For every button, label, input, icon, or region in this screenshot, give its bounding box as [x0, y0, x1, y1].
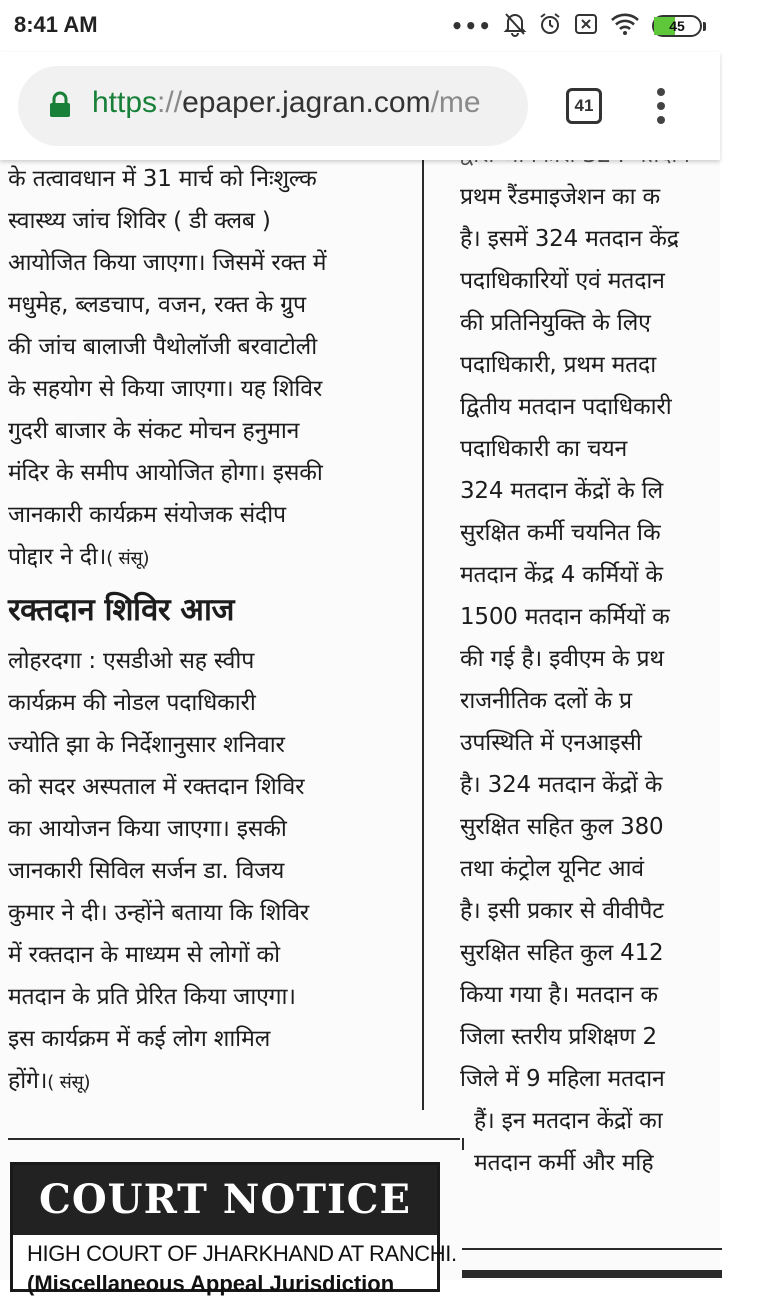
bell-muted-icon	[504, 12, 526, 40]
article-line: जानकारी सिविल सर्जन डा. विजय	[8, 858, 285, 884]
article-line: में रक्तदान के माध्यम से लोगों को	[8, 942, 280, 968]
court-notice-subtitle: HIGH COURT OF JHARKHAND AT RANCHI.	[27, 1241, 457, 1266]
wifi-icon	[610, 12, 640, 40]
url-host: epaper.jagran.com	[182, 86, 431, 119]
article-line: के सहयोग से किया जाएगा। यह शिविर	[8, 376, 323, 402]
article-line: मतदान केंद्र 4 कर्मियों के	[460, 562, 663, 588]
article-line: तथा कंट्रोल यूनिट आवं	[460, 856, 644, 882]
article-line: सुरक्षित सहित कुल 380	[460, 814, 664, 840]
article-line: पदाधिकारी का चयन	[460, 436, 628, 462]
epaper-page[interactable]	[0, 160, 720, 1296]
article-line: इस कार्यक्रम में कई लोग शामिल	[8, 1026, 271, 1052]
article-line: कार्यक्रम की नोडल पदाधिकारी	[8, 690, 256, 716]
article-line: का आयोजन किया जाएगा। इसकी	[8, 816, 287, 842]
article-line: के तत्वावधान में 31 मार्च को निःशुल्क	[8, 166, 317, 192]
article-line: द्वितीय मतदान पदाधिकारी	[460, 394, 672, 420]
article-line: 324 मतदान केंद्रों के लि	[460, 478, 663, 504]
menu-dot-icon	[657, 102, 665, 110]
article-line: कुमार ने दी। उन्होंने बताया कि शिविर	[8, 900, 309, 926]
alarm-clock-icon	[538, 12, 562, 40]
box-border	[462, 1270, 722, 1278]
article-line: की प्रतिनियुक्ति के लिए	[460, 310, 651, 336]
article-line: स्वास्थ्य जांच शिविर ( डी क्लब )	[8, 208, 271, 234]
article-line: जिले में 9 महिला मतदान	[460, 1066, 665, 1092]
source-tag: ( संसू)	[106, 548, 150, 569]
article-line: प्रथम रैंडमाइजेशन का क	[460, 184, 660, 210]
url-path: /me	[430, 86, 481, 119]
more-notifications-icon: •••	[450, 14, 492, 38]
article-line: जानकारी कार्यक्रम संयोजक संदीप	[8, 502, 286, 528]
box-border	[462, 1248, 722, 1250]
article-line-text: पोद्दार ने दी।	[8, 544, 107, 570]
url-separator: ://	[157, 86, 183, 119]
article-line: मतदान कर्मी और महि	[474, 1150, 654, 1176]
article-line: को सदर अस्पताल में रक्तदान शिविर	[8, 774, 305, 800]
battery-percent-label: 45	[669, 18, 685, 34]
menu-dot-icon	[657, 116, 665, 124]
article-line: की गई है। इवीएम के प्रथ	[460, 646, 664, 672]
article-line: किया गया है। मतदान क	[460, 982, 658, 1008]
article-line: उपस्थिति में एनआइसी	[460, 730, 642, 756]
article-line: है। इसमें 324 मतदान केंद्र	[460, 226, 679, 252]
article-line: सुरक्षित सहित कुल 412	[460, 940, 664, 966]
tab-switcher-button[interactable]: 41	[566, 88, 602, 124]
article-line: मधुमेह, ब्लडचाप, वजन, रक्त के ग्रुप	[8, 292, 306, 318]
court-notice-subtitle-2: (Miscellaneous Appeal Jurisdiction	[27, 1271, 395, 1296]
article-line: लोहरदगा : एसडीओ सह स्वीप	[8, 648, 255, 674]
article-line: सुरक्षित कर्मी चयनित कि	[460, 520, 661, 546]
section-rule	[8, 1138, 460, 1140]
court-notice-box	[10, 1162, 457, 1296]
browser-toolbar	[0, 52, 720, 160]
article-line-text: होंगे।	[8, 1068, 48, 1094]
article-line-last	[8, 1060, 418, 1102]
article-column-left	[8, 160, 418, 1102]
article-line: है। इसी प्रकार से वीवीपैट	[460, 898, 664, 924]
status-bar	[0, 0, 720, 52]
article-line: 1500 मतदान कर्मियों क	[460, 604, 670, 630]
article-line: गुदरी बाजार के संकट मोचन हनुमान	[8, 418, 300, 444]
battery-icon	[652, 15, 706, 37]
status-time: 8:41 AM	[14, 12, 98, 37]
article-line: राजनीतिक दलों के प्र	[460, 688, 632, 714]
status-icons	[451, 12, 706, 40]
article-line-last	[8, 536, 418, 578]
menu-dot-icon	[657, 88, 665, 96]
source-tag: ( संसू)	[47, 1072, 91, 1093]
article-line: मतदान के प्रति प्रेरित किया जाएगा।	[8, 984, 296, 1010]
article-line: जिला स्तरीय प्रशिक्षण 2	[460, 1024, 657, 1050]
url-scheme: https	[92, 86, 158, 119]
box-border	[462, 1138, 464, 1150]
article-line: पदाधिकारी, प्रथम मतदा	[460, 352, 657, 378]
article-line: ज्योति झा के निर्देशानुसार शनिवार	[8, 732, 285, 758]
lock-icon[interactable]	[48, 91, 72, 123]
url-text[interactable]	[92, 86, 522, 120]
article-line: आयोजित किया जाएगा। जिसमें रक्त में	[8, 250, 327, 276]
article-headline: रक्तदान शिविर आज	[8, 592, 234, 628]
overflow-menu-button[interactable]	[646, 88, 676, 128]
sim-blocked-icon	[574, 13, 598, 39]
article-line: है। 324 मतदान केंद्रों के	[460, 772, 663, 798]
court-notice-title: COURT NOTICE	[13, 1165, 437, 1235]
article-line: हैं। इन मतदान केंद्रों का	[474, 1108, 663, 1134]
url-bar[interactable]	[18, 66, 528, 146]
article-line: मंदिर के समीप आयोजित होगा। इसकी	[8, 460, 323, 486]
article-line: की जांच बालाजी पैथोलॉजी बरवाटोली	[8, 334, 318, 360]
column-divider	[422, 160, 424, 1110]
article-column-right	[460, 160, 760, 1184]
article-line: पदाधिकारियों एवं मतदान	[460, 268, 665, 294]
